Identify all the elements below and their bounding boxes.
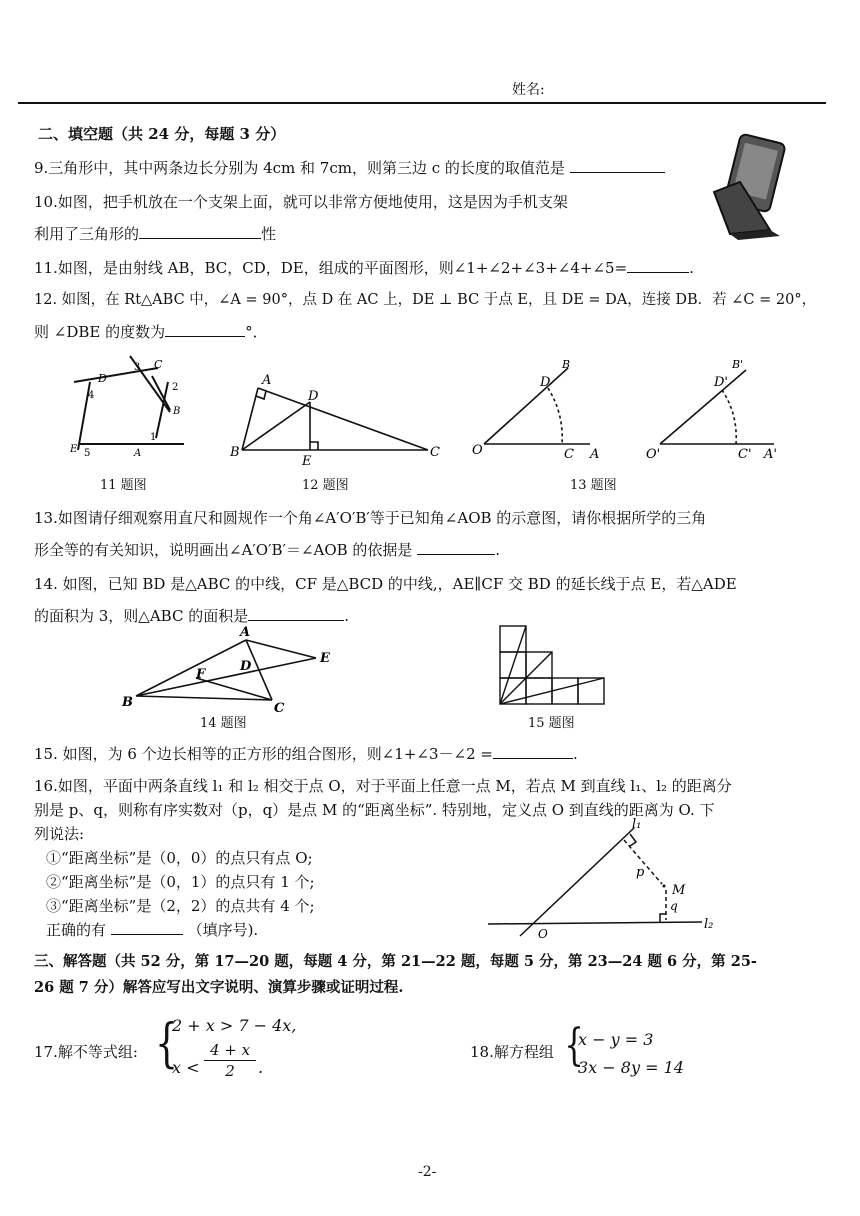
f12-label-d: D xyxy=(308,389,319,404)
f11-label-e: E xyxy=(70,444,78,455)
q12-answer-blank[interactable] xyxy=(165,322,245,337)
q14-end: . xyxy=(344,607,350,625)
page-number: -2- xyxy=(418,1164,437,1180)
f11-label-2: 2 xyxy=(172,382,179,393)
q9-answer-blank[interactable] xyxy=(570,158,665,173)
q13-answer-blank[interactable] xyxy=(417,540,495,555)
f14-label-d: D xyxy=(240,659,252,674)
f13a-label-a: A xyxy=(590,447,600,462)
q12-line1: 12. 如图，在 Rt△ABC 中，∠A = 90°，点 D 在 AC 上，DE ⊥ BC 于点 E，且 DE = DA，连接 DB．若 ∠C = 20°， xyxy=(34,292,817,308)
caption-figure-14: 14 题图 xyxy=(200,716,247,731)
f12-label-e: E xyxy=(302,454,312,468)
q17-inequality-1: 2 + x > 7 − 4x, xyxy=(172,1016,297,1035)
q13-line2-text: 形全等的有关知识，说明画出∠A′O′B′＝∠AOB 的依据是 xyxy=(34,541,413,559)
q12-line2 xyxy=(34,322,268,342)
q16-answer-label: 正确的有 xyxy=(46,921,107,939)
f14-label-e: E xyxy=(320,651,330,666)
figure-13-original-angle xyxy=(466,356,606,466)
q11-text: 11.如图，是由射线 AB，BC，CD，DE，组成的平面图形，则∠1+∠2+∠3+∠4+∠5= xyxy=(34,259,628,277)
q17-denominator: 2 xyxy=(225,1062,235,1080)
q12-line2-start: 则 ∠DBE 的度数为 xyxy=(34,323,166,341)
q18-equation-2: 3x − 8y = 14 xyxy=(578,1058,684,1077)
f12-label-c: C xyxy=(430,445,440,460)
q10-answer-blank[interactable] xyxy=(139,224,261,239)
figure-14 xyxy=(118,626,348,714)
q18-label: 18.解方程组 xyxy=(470,1043,554,1061)
q15-end: . xyxy=(572,745,578,763)
f11-label-5: 5 xyxy=(84,448,91,459)
f13a-label-c: C xyxy=(564,447,574,462)
q15-text: 15. 如图，为 6 个边长相等的正方形的组合图形，则∠1+∠3－∠2 = xyxy=(34,745,493,763)
figure-16 xyxy=(484,814,724,942)
q14-answer-blank[interactable] xyxy=(248,606,344,621)
f13b-label-o: O' xyxy=(646,447,661,462)
f11-label-4: 4 xyxy=(88,390,95,401)
q16-answer xyxy=(46,920,258,940)
caption-figure-12: 12 题图 xyxy=(302,478,349,493)
q11-end: . xyxy=(689,259,694,277)
f16-label-l1: l₁ xyxy=(632,817,642,832)
f13b-label-b: B' xyxy=(732,358,744,371)
figure-11 xyxy=(70,352,200,472)
q17-brace: { xyxy=(154,1014,179,1074)
section3-line2: 26 题 7 分）解答应写出文字说明、演算步骤或证明过程. xyxy=(34,979,404,996)
q18-brace: { xyxy=(564,1020,584,1071)
f16-point-m xyxy=(663,885,666,888)
q10-line2-start: 利用了三角形的 xyxy=(34,225,140,243)
q16-line1: 16.如图，平面中两条直线 l₁ 和 l₂ 相交于点 O，对于平面上任意一点 M，若点 M 到直线 l₁、l₂ 的距离分 xyxy=(34,777,732,795)
header-rule xyxy=(18,102,826,104)
q9 xyxy=(34,158,665,178)
q12-line2-end: °． xyxy=(245,323,268,341)
f16-label-o: O xyxy=(538,927,548,941)
q15 xyxy=(34,744,578,764)
q9-text: 9.三角形中，其中两条边长分别为 4cm 和 7cm，则第三边 c 的长度的取值范是 xyxy=(34,159,565,177)
q14-line2 xyxy=(34,606,349,626)
f11-label-3: 3 xyxy=(134,362,141,373)
q16-answer-blank[interactable] xyxy=(111,920,183,935)
f14-label-f: F xyxy=(196,667,206,682)
f16-label-l2: l₂ xyxy=(704,917,714,932)
q10-line1: 10.如图，把手机放在一个支架上面，就可以非常方便地使用，这是因为手机支架 xyxy=(34,193,568,211)
name-label: 姓名: xyxy=(512,82,545,98)
q13-line1: 13.如图请仔细观察用直尺和圆规作一个角∠A′O′B′等于已知角∠AOB 的示意图，请你根据所学的三角 xyxy=(34,509,707,527)
f16-label-q: q xyxy=(670,899,678,913)
section2-title: 二、填空题（共 24 分，每题 3 分） xyxy=(38,125,286,143)
q16-option-3: ③“距离坐标”是（2，2）的点共有 4 个; xyxy=(46,897,315,915)
q17-inequality-2-lhs: x < xyxy=(172,1058,200,1077)
caption-figure-15: 15 题图 xyxy=(528,716,575,731)
f16-label-m: M xyxy=(672,883,686,898)
q14-line1: 14. 如图，已知 BD 是△ABC 的中线，CF 是△BCD 的中线,，AE∥CF 交 BD 的延长线于点 E，若△ADE xyxy=(34,575,737,593)
f14-label-c: C xyxy=(274,701,285,714)
f11-label-c: C xyxy=(154,358,163,371)
q13-line2 xyxy=(34,540,500,560)
f11-label-a: A xyxy=(134,448,142,459)
f11-label-d: D xyxy=(98,372,107,385)
f11-label-1: 1 xyxy=(150,432,157,443)
f12-label-b: B xyxy=(230,445,240,460)
figure-15 xyxy=(494,624,626,710)
f12-label-a: A xyxy=(262,373,272,388)
f13b-label-a: A' xyxy=(764,447,777,462)
caption-figure-11: 11 题图 xyxy=(100,478,147,493)
f13b-label-d: D' xyxy=(714,375,728,390)
f14-label-a: A xyxy=(240,626,251,640)
figure-13-copied-angle xyxy=(644,356,794,466)
q15-answer-blank[interactable] xyxy=(493,744,573,759)
figure-12 xyxy=(228,368,448,468)
caption-figure-13: 13 题图 xyxy=(570,478,617,493)
f13a-label-d: D xyxy=(540,375,551,390)
f16-label-p: p xyxy=(636,865,645,880)
section3-line1: 三、解答题（共 52 分，第 17—20 题，每题 4 分，第 21—22 题，每题 5 分，第 23—24 题 6 分，第 25- xyxy=(34,953,757,970)
q17-label: 17.解不等式组: xyxy=(34,1043,138,1061)
q16-line2: 别是 p、q，则称有序实数对（p，q）是点 M 的“距离坐标”. 特别地，定义点 O 到直线的距离为 O. 下 xyxy=(34,801,715,819)
q16-answer-hint: （填序号). xyxy=(187,921,259,939)
q16-line3: 列说法: xyxy=(34,825,85,843)
f11-label-b: B xyxy=(173,406,181,417)
f13a-label-o: O xyxy=(472,443,483,458)
q10-line2-end: 性 xyxy=(261,225,277,243)
q17-end: . xyxy=(258,1058,264,1077)
f13b-label-c: C' xyxy=(738,447,752,462)
f13a-label-b: B xyxy=(562,358,571,371)
q16-option-2: ②“距离坐标”是（0，1）的点只有 1 个; xyxy=(46,873,315,891)
f14-label-b: B xyxy=(122,695,133,710)
q17-numerator: 4 + x xyxy=(204,1040,256,1061)
phone-stand-photo xyxy=(700,132,798,240)
q17-fraction xyxy=(204,1040,256,1081)
q16-option-1: ①“距离坐标”是（0，0）的点只有点 O; xyxy=(46,849,313,867)
q13-end: . xyxy=(495,541,500,559)
q10-line2 xyxy=(34,224,276,244)
q18-equation-1: x − y = 3 xyxy=(578,1030,654,1049)
q14-line2-text: 的面积为 3，则△ABC 的面积是 xyxy=(34,607,249,625)
q11 xyxy=(34,258,694,278)
q11-answer-blank[interactable] xyxy=(627,258,689,273)
